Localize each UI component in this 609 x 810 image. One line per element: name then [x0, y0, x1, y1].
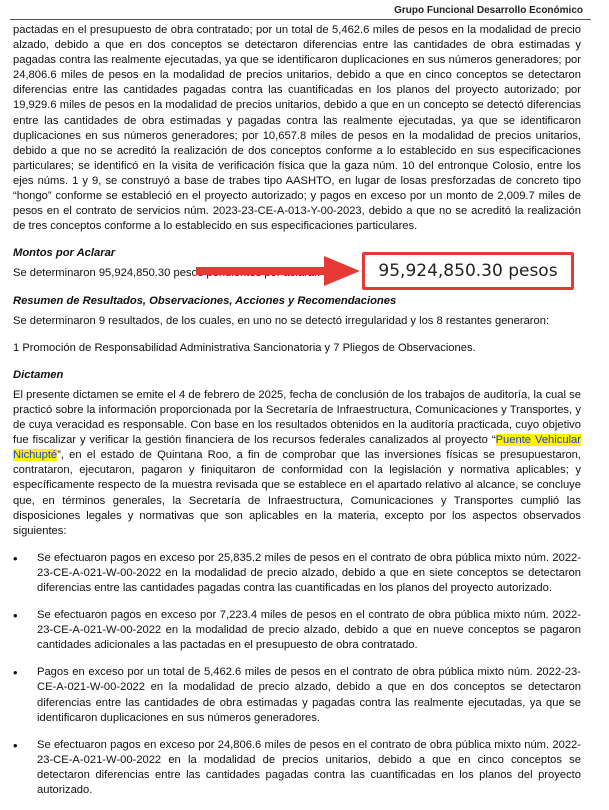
header-title: Grupo Funcional Desarrollo Económico	[394, 5, 583, 16]
arrow-right-icon	[196, 254, 362, 288]
dictamen-heading: Dictamen	[13, 368, 64, 381]
header-divider	[10, 19, 591, 20]
observations-list	[13, 551, 581, 798]
list-item: • Se efectuaron pagos en exceso por 25,835.2 miles de pesos en el contrato de obra pública mixto núm. 2022-23-CE-A-021-W-00-2022 en la modalidad de precio alzado, debido a que en siete conceptos se detectaron diferencias entre las cantidades pagadas contra las cuantificadas en los planos del proyecto autorizado.	[13, 551, 581, 596]
resumen-actions: 1 Promoción de Responsabilidad Administrativa Sancionatoria y 7 Pliegos de Observaciones.	[13, 341, 476, 354]
montos-heading: Montos por Aclarar	[13, 247, 116, 260]
project-name-highlight: Puente Vehicular Nichupté	[13, 434, 581, 462]
intro-paragraph: pactadas en el presupuesto de obra contratado; por un total de 5,462.6 miles de pesos en la modalidad de precio alzado, debido a que en dos conceptos se detectaron diferencias entre las cantidades de obra estimadas y pagadas contra las realmente ejecutadas, ya que se identificaron duplicaciones en sus números generadores; por 24,806.6 miles de pesos en la modalidad de precios unitarios, debido a que en cinco conceptos se detectaron diferencias entre las cantidades pagadas contra las cuantificadas en los planos del proyecto autorizado; por 19,929.6 miles de pesos en la modalidad de precios unitarios, debido a que en un concepto se detectó diferencias entre las cantidades de obra estimadas y pagadas contra las realmente ejecutadas, ya que se identificaron duplicaciones en sus números generadores; por 10,657.8 miles de pesos en la modalidad de precios unitarios, debido a que no se acreditó la realización de dos conceptos conforme a lo establecido en sus especificaciones particulares; se identificó en la visita de verificación física que la gaza núm. 10 del entronque Colosio, entre los ejes núms. 1 y 9, se construyó a base de trabes tipo AASHTO, en lugar de losas presforzadas de concreto tipo “hongo” conforme se estableció en el proyecto autorizado; y pagos en exceso por un monto de 2,009.7 miles de pesos en el contrato de servicios núm. 2023-23-CE-A-013-Y-00-2023, debido a que no se acreditó la realización de tres conceptos conforme a lo establecido en sus especificaciones particulares.	[13, 24, 581, 233]
dictamen-paragraph	[13, 388, 581, 539]
montos-text: Se determinaron 95,924,850.30 pesos pendientes por aclarar.	[13, 267, 321, 280]
resumen-text: Se determinaron 9 resultados, de los cuales, en uno no se detectó irregularidad y los 8 restantes generaron:	[13, 314, 550, 327]
list-item: • Se efectuaron pagos en exceso por 24,806.6 miles de pesos en el contrato de obra pública mixto núm. 2022-23-CE-A-021-W-00-2022 en la modalidad de precios unitarios, debido a que en cinco conceptos se detectaron diferencias entre las cantidades pagadas contra las cuantificadas en los planos del proyecto autorizado.	[13, 738, 581, 798]
amount-callout: 95,924,850.30 pesos	[362, 252, 574, 290]
list-item: • Pagos en exceso por un total de 5,462.6 miles de pesos en el contrato de obra pública mixto núm. 2022-23-CE-A-021-W-00-2022 en la modalidad de precio alzado, debido a que en dos conceptos se detectaron diferencias entre las cantidades de obra estimadas y pagadas contra las realmente ejecutadas, ya que se identificaron duplicaciones en sus números generadores.	[13, 665, 581, 725]
document-body	[13, 23, 581, 810]
dictamen-text-after: ”, en el estado de Quintana Roo, a fin de comprobar que las inversiones físicas se presupuestaron, contrataron, ejecutaron, pagaron y finiquitaron de conformidad con la legislación y normativa aplicables; y específicamente respecto de la muestra revisada que se establece en el apartado relativo al alcance, se concluye que, en términos generales, la Secretaría de Infraestructura, Comunicaciones y Transportes cumplió las disposiciones legales y normativas que son aplicables en la materia, excepto por los aspectos observados siguientes:	[13, 449, 581, 537]
resumen-heading: Resumen de Resultados, Observaciones, Acciones y Recomendaciones	[13, 294, 397, 307]
dictamen-text-before: El presente dictamen se emite el 4 de febrero de 2025, fecha de conclusión de los trabajos de auditoría, la cual se practicó sobre la información proporcionada por la Secretaría de Infraestructura, Comunicaciones y Transportes, y de cuya veracidad es responsable. Con base en los resultados obtenidos en la auditoría practicada, cuyo objetivo fue fiscalizar y verificar la gestión financiera de los recursos federales canalizados al proyecto “	[13, 388, 581, 447]
list-item: • Se efectuaron pagos en exceso por 7,223.4 miles de pesos en el contrato de obra pública mixto núm. 2022-23-CE-A-021-W-00-2022 en la modalidad de precio alzado, debido a que en nueve conceptos se pagaron cantidades adicionales a las pactadas en el presupuesto de obra contratado.	[13, 608, 581, 653]
